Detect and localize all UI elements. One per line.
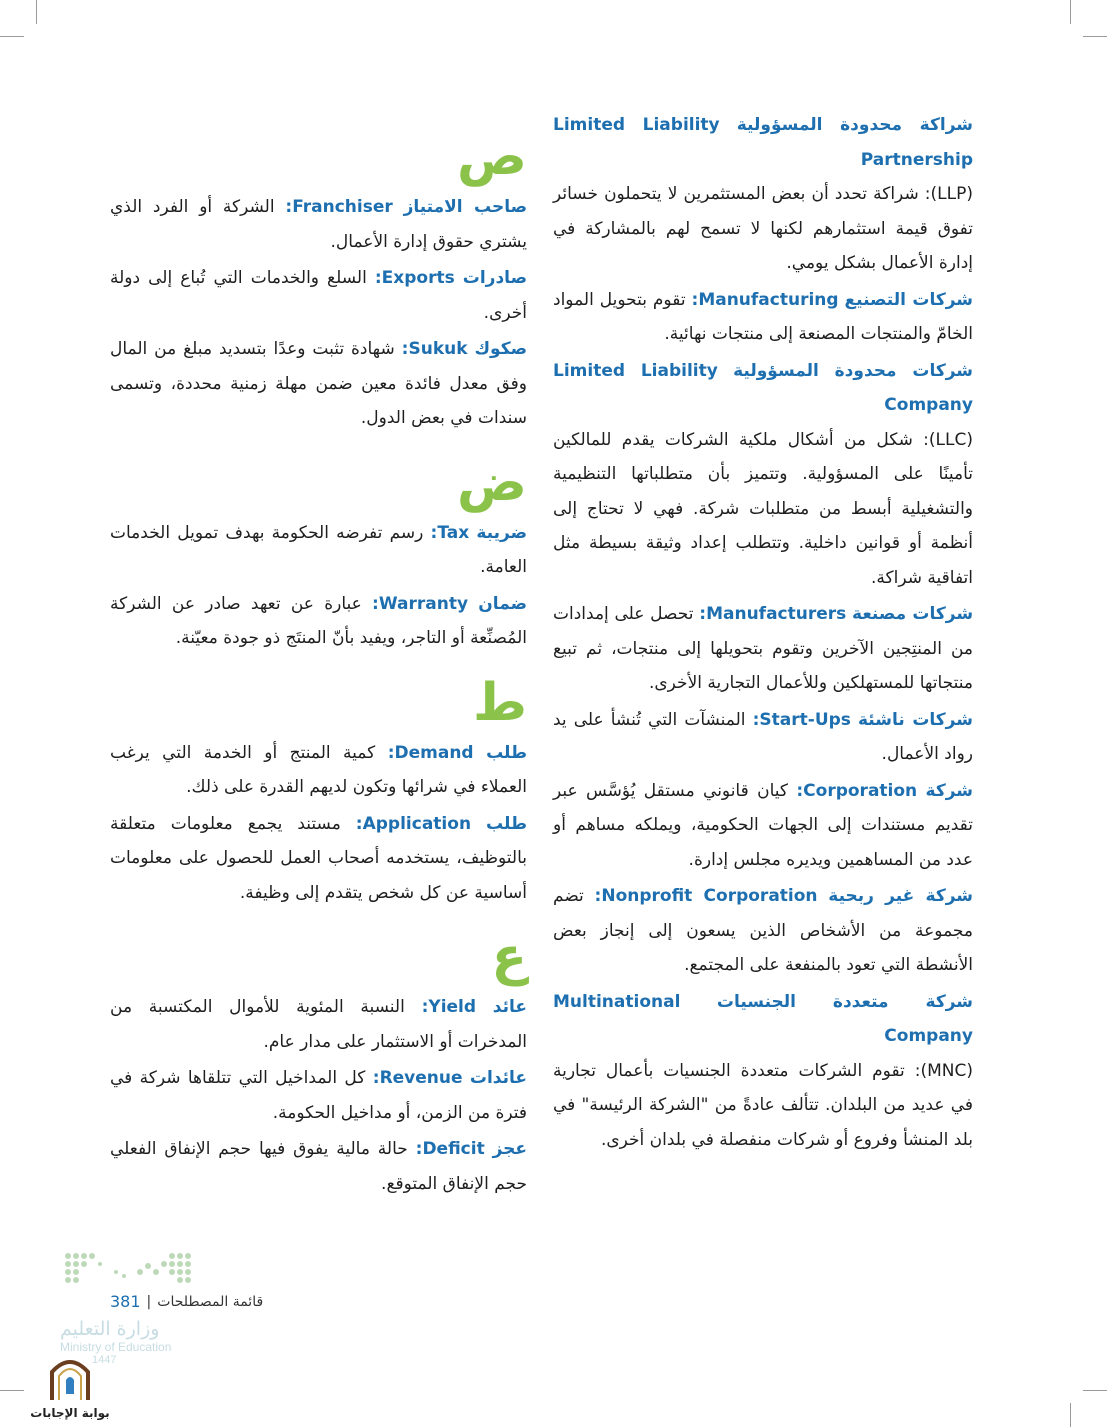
glossary-entry <box>553 985 973 1158</box>
glossary-term-english: Deficit: <box>415 1139 485 1159</box>
glossary-definition: كل المداخيل التي تتلقاها شركة في فترة من الزمن، أو مداخيل الحكومة. <box>110 1068 527 1123</box>
glossary-term-english: Demand: <box>387 742 474 763</box>
glossary-definition: المنشآت التي تُنشأ على يد رواد الأعمال. <box>553 709 973 764</box>
glossary-term-english: Application: <box>355 813 472 834</box>
glossary-definition: تقوم بتحويل المواد الخامّ والمنتجات المصنعة إلى منتجات نهائية. <box>553 289 973 344</box>
crop-mark <box>36 0 37 24</box>
glossary-term: عجز <box>492 1139 528 1159</box>
section-letter: ط <box>472 672 527 733</box>
glossary-definition: (MNC): تقوم الشركات متعددة الجنسيات بأعمال تجارية في عديد من البلدان. تتألف عادةً من "الشركة الرئيسة" في بلد المنشأ وفروع أو شركات منفصلة في بلدان أخرى. <box>553 1060 973 1150</box>
glossary-definition: مستند يجمع معلومات متعلقة بالتوظيف، يستخدمه أصحاب العمل للحصول على معلومات أساسية عن كل شخص يتقدم إلى وظيفة. <box>110 813 527 903</box>
footer-section-title: قائمة المصطلحات <box>157 1293 264 1310</box>
glossary-definition: تضم مجموعة من الأشخاص الذين يسعون إلى إنجاز بعض الأنشطة التي تعود بالمنفعة على المجتمع. <box>553 886 973 975</box>
glossary-term-english: Nonprofit Corporation: <box>594 886 818 906</box>
glossary-term: شركات ناشئة <box>858 709 973 730</box>
glossary-definition: عبارة عن تعهد صادر عن الشركة المُصنِّعة أو التاجر، ويفيد بأنّ المنتَج ذو جودة معيّنة. <box>110 593 527 648</box>
site-logo <box>30 1352 110 1420</box>
glossary-entry <box>110 332 527 436</box>
glossary-entry <box>110 736 527 805</box>
glossary-entry <box>110 990 527 1059</box>
glossary-entry <box>110 587 527 656</box>
glossary-term-english: Limited Liability Company <box>553 360 973 415</box>
glossary-entry <box>110 807 527 911</box>
gate-icon <box>48 1352 92 1402</box>
section-letter: ض <box>457 452 527 513</box>
glossary-entry <box>553 283 973 352</box>
glossary-definition: السلع والخدمات التي تُباع إلى دولة أخرى. <box>110 268 527 323</box>
glossary-term: صادرات <box>462 268 527 288</box>
glossary-term: ضريبة <box>476 522 528 543</box>
glossary-term-english: Franchiser: <box>285 197 393 217</box>
glossary-entry <box>553 879 973 983</box>
section-letter: ص <box>457 127 527 187</box>
glossary-definition: رسم تفرضه الحكومة بهدف تمويل الخدمات العامة. <box>110 522 527 577</box>
glossary-entry <box>553 108 973 281</box>
glossary-definition: شهادة تثبت وعدًا بتسديد مبلغ من المال وفق معدل فائدة معين ضمن مهلة زمنية محددة، وتسمى سندات في بعض الدول. <box>110 339 527 428</box>
glossary-term: طلب <box>486 813 527 834</box>
site-logo-label: بوابة الإجابات <box>30 1406 110 1420</box>
crop-mark <box>1083 36 1107 37</box>
glossary-definition: (LLP): شراكة تحدد أن بعض المستثمرين لا يتحملون خسائر تفوق قيمة استثمارهم لكنها لا تسمح لهم بالمشاركة في إدارة الأعمال بشكل يومي. <box>553 184 973 273</box>
glossary-term-english: Tax: <box>430 522 470 543</box>
glossary-term: عائد <box>492 997 527 1017</box>
glossary-term-english: Corporation: <box>796 780 918 801</box>
glossary-term: صاحب الامتياز <box>403 197 528 217</box>
glossary-term: شركة <box>925 780 974 801</box>
glossary-entry <box>553 774 973 878</box>
crop-mark <box>1070 0 1071 24</box>
footer-separator: | <box>146 1293 152 1310</box>
page-footer <box>110 1292 263 1311</box>
glossary-term-english: Revenue: <box>372 1068 463 1088</box>
page-number: 381 <box>110 1292 141 1311</box>
glossary-entry <box>110 1061 527 1130</box>
glossary-definition: كمية المنتج أو الخدمة التي يرغب العملاء في شرائها وتكون لديهم القدرة على ذلك. <box>110 742 527 797</box>
glossary-term-english: Multinational Company <box>553 991 973 1046</box>
ministry-logo-dots-icon <box>60 1250 200 1286</box>
section-letter: ع <box>491 927 527 987</box>
glossary-term-english: Yield: <box>421 997 477 1017</box>
glossary-column-right <box>553 108 973 1159</box>
glossary-column-left <box>110 128 527 1203</box>
glossary-entry <box>553 703 973 772</box>
glossary-entry <box>110 1132 527 1201</box>
glossary-term-english: Limited Liability Partnership <box>553 115 973 170</box>
glossary-term-english: Exports: <box>374 268 455 288</box>
ministry-name-arabic: وزارة التعليم <box>60 1318 160 1340</box>
crop-mark <box>1070 1403 1071 1427</box>
glossary-definition: حالة مالية يفوق فيها حجم الإنفاق الفعلي حجم الإنفاق المتوقع. <box>110 1139 527 1194</box>
glossary-term-english: Sukuk: <box>401 339 468 359</box>
glossary-term-english: Manufacturers: <box>699 604 847 624</box>
glossary-definition: النسبة المئوية للأموال المكتسبة من المدخرات أو الاستثمار على مدار عام. <box>110 997 527 1052</box>
glossary-entry <box>553 354 973 596</box>
crop-mark <box>1083 1390 1107 1391</box>
glossary-term-english: Warranty: <box>372 593 469 614</box>
ministry-year: 1447 <box>92 1354 117 1366</box>
glossary-term: طلب <box>486 742 528 763</box>
glossary-term-english: Start-Ups: <box>752 709 851 730</box>
glossary-term: شركات محدودة المسؤولية <box>733 360 974 381</box>
glossary-term: صكوك <box>474 339 528 359</box>
glossary-term: عائدات <box>469 1068 527 1088</box>
glossary-term: ضمان <box>478 593 528 614</box>
glossary-entry <box>110 190 527 259</box>
ministry-name-english: Ministry of Education <box>60 1340 172 1354</box>
glossary-definition: الشركة أو الفرد الذي يشتري حقوق إدارة الأعمال. <box>110 197 527 252</box>
glossary-term: شركة متعددة الجنسيات <box>716 991 973 1012</box>
crop-mark <box>0 1390 24 1391</box>
glossary-term: شركات التصنيع <box>844 289 974 310</box>
crop-mark <box>0 36 24 37</box>
glossary-term: شركة غير ربحية <box>828 886 974 906</box>
glossary-definition: كيان قانوني مستقل يُؤسَّس عبر تقديم مستندات إلى الجهات الحكومية، ويملكه مساهم أو عدد من المساهمين ويديره مجلس إدارة. <box>553 780 973 870</box>
glossary-entry <box>553 597 973 701</box>
glossary-definition: (LLC): شكل من أشكال ملكية الشركات يقدم للمالكين تأمينًا على المسؤولية. وتتميز بأن متطلباتها التنظيمية والتشغيلية أبسط من متطلبات شركة. فهي لا تحتاج إلى أنظمة أو قوانين داخلية. وتتطلب إعداد وثيقة بسيطة مثل اتفاقية شراكة. <box>553 429 973 588</box>
glossary-entry <box>110 516 527 585</box>
glossary-term-english: Manufacturing: <box>691 289 839 310</box>
glossary-entry <box>110 261 527 330</box>
glossary-term: شراكة محدودة المسؤولية <box>736 115 973 135</box>
glossary-term: شركات مصنعة <box>852 604 974 624</box>
glossary-definition: تحصل على إمدادات من المنتِجين الآخرين وتقوم بتحويلها إلى منتجات، ثم تبيع منتجاتها للمستهلكين وللأعمال التجارية الأخرى. <box>553 604 973 693</box>
